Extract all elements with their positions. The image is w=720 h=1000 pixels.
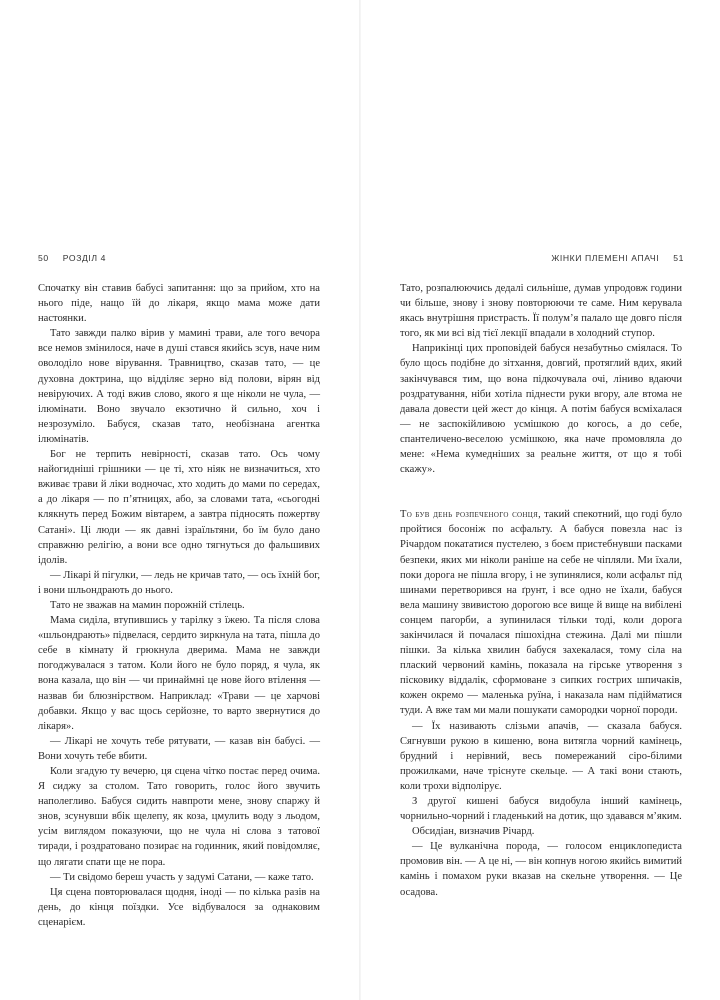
section-opening-smallcaps: То був день розпеченого сонця, [400,509,542,521]
paragraph: Наприкінці цих проповідей бабуся незабутньо сміялася. То було щось подібне до зітхання, довгий, протяглий вдих, який закінчувався тим, що вона підкочувала очі, ліниво вдаючи роздратування, ніби хотіла піднести руки вгору, але втома не давала довести цей жест до кінця. А потім бабуся всміхалася — не заспокійливою усмішкою до когось, а до себе, спантеличено-веселою усмішкою, яка наче промовляла до мене: «Нема кумедніших за реальне життя, от що я тобі скажу». [400,343,682,476]
book-part-running-head: ЖІНКИ ПЛЕМЕНІ АПАЧІ [551,253,660,263]
left-page-body [38,281,320,930]
paragraph: З другої кишені бабуся видобула інший камінець, чорнильно-чорний і гладенький на дотик, що здавався м’яким. [400,796,682,823]
section-opening-paragraph [400,507,682,718]
paragraph: — Їх називають слізьми апачів, — сказала бабуся. Сягнувши рукою в кишеню, вона витягла чорний камінець, брудний і нерівний, весь помережаний сіро-білими прожилками, наче тріснуте скельце. — А такі вони стають, коли трохи відполірує. [400,720,682,792]
paragraph: Обсидіан, визначив Річард. [412,826,535,838]
paragraph: — Лікарі й пігулки, — ледь не кричав тато, — ось їхній бог, і вони шльондрають до нього. [38,569,320,596]
page-number-right: 51 [673,253,684,263]
chapter-running-head: РОЗДІЛ 4 [62,253,106,263]
paragraph: Спочатку він ставив бабусі запитання: що за прийом, хто на нього піде, нащо їй до лікаря, якщо мама може дати настоянки. [38,283,320,325]
paragraph: — Ти свідомо береш участь у задумі Сатани, — каже тато. [50,871,314,883]
paragraph: Тато завжди палко вірив у мамині трави, але того вечора все немов змінилося, наче в душі стався якийсь зсув, наче ним оволоділо нове вірування. Травництво, сказав тато, — це духовна доктрина, що відділяє зерно від полови, вірян від невіруючих. А тоді вжив слово, якого я ще ніколи не чула, — ілюмінати. Воно звучало екзотично й сильно, хоч і незрозуміло. Бабуся, сказав тато, необізнана агентка ілюмінатів. [38,328,320,445]
paragraph: — Лікарі не хочуть тебе рятувати, — казав він бабусі. — Вони хочуть тебе вбити. [38,735,320,762]
paragraph: Бог не терпить невірності, сказав тато. Ось чому найогидніші грішники — це ті, хто ніяк не визначиться, хто вживає трави й ліки водночас, хто ходить до мами по середах, а до лікаря — по п’ятницях, або, за словами тата, «сьогодні клякнуть перед Божим вівтарем, а завтра підносять пожертву Сатані». Ці люди — як давні ізраїльтяни, бо їм було дано справжню релігію, а вони все одно тягнуться до фальшивих ідолів. [38,449,320,566]
paragraph: Мама сиділа, втупившись у тарілку з їжею. Та після слова «шльондрають» підвелася, сердито зиркнула на тата, пішла до себе в кімнату й грюкнула дверима. Мама не завжди погоджувалася з татом. Коли його не було поряд, я чула, як вона казала, що він — чи принаймні це нове його втілення — назвав би блюзнірством. Наприклад: «Трави — це харчові добавки. Якщо у вас щось серйозне, то варто звернутися до лікаря». [38,615,320,732]
right-page [360,0,720,1000]
section-opening-rest: такий спекотний, що годі було пройтися босоніж по асфальту. А бабуся повезла нас із Річардом покататися пустелею, з боєм пристебнувши пасками безпеки, яких ми ніколи раніше на себе не чіпляли. Ми їхали, поки дорога не пішла вгору, і не зупинялися, коли асфальт під шинами перетворився на ґрунт, і все одно не їхали, бабуся вела машину звивистою дорогою все вище й вище на вибілені сонцем пагорби, а зупинилася тільки тоді, коли дорога закінчилася й почалася пішохідна стежина. Далі ми пішли пішки. За кілька хвилин бабуся захекалася, тому сіла на плаский червоний камінь, показала на гірське утворення з пісковику віддалік, сформоване з сипких гострих шпичаків, кожен окремо — маленька руїна, і наказала нам підійматися туди. А вже там ми мали пошукати самородки чорної породи. [400,509,682,717]
paragraph: — Це вулканічна порода, — голосом енциклопедиста промовив він. — А це ні, — він копнув ногою якийсь вимитий камінь і помахом руки вказав на скельне утворення. — Це осадова. [400,841,682,898]
right-page-body [400,281,682,900]
right-running-header [551,253,684,263]
paragraph: Тато, розпалюючись дедалі сильніше, думав упродовж години чи більше, знову і знову повторюючи те саме. Ним керувала якась внутрішня пристрасть. Її полум’я палало ще довго після того, як ми всі від тієї лекції впадали в холодний ступор. [400,283,682,340]
left-running-header [38,253,106,263]
paragraph: Тато не зважав на мамин порожній стілець. [50,599,245,611]
page-number-left: 50 [38,253,49,263]
paragraph: Коли згадую ту вечерю, ця сцена чітко постає перед очима. Я сиджу за столом. Тато говорить, голос його звучить наполегливо. Бабуся сидить навпроти мене, знову спаржу й знов, зсунувши вбік щелепу, як коза, цмулить воду з льодом, усім виглядом показуючи, що не чула ні слова з татової тиради, і роздратовано позирає на годинник, який повідомляє, що лягати спати ще не пора. [38,766,320,868]
paragraph: Ця сцена повторювалася щодня, іноді — по кілька разів на день, до кінця поїздки. Усе відбувалося за однаковим сценарієм. [38,886,320,928]
